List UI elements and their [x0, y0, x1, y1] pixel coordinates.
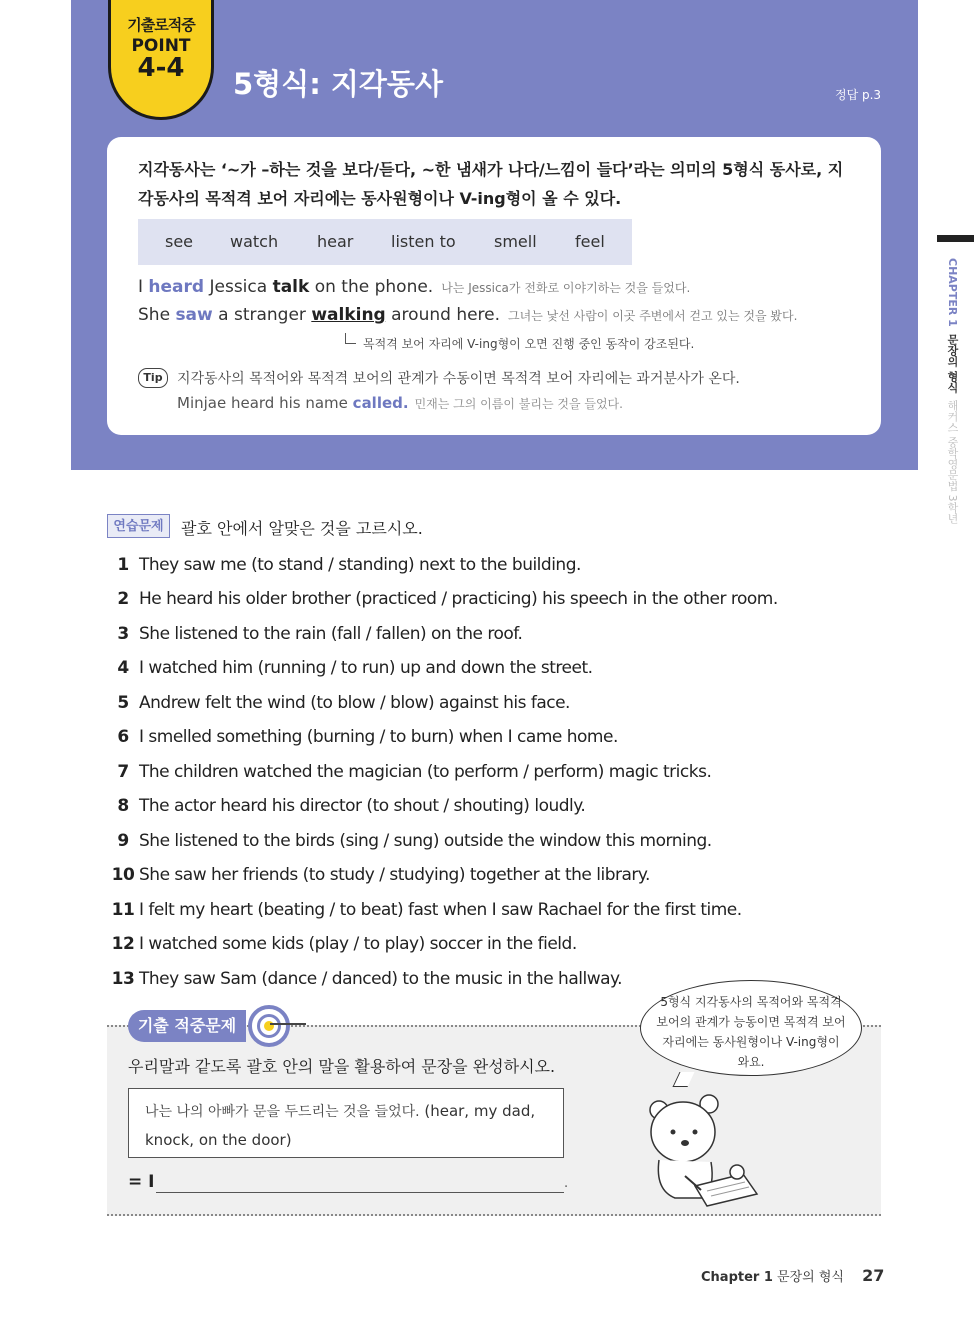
- exam-question-hint: (hear, my dad, knock, on the door): [145, 1102, 536, 1149]
- side-tab: [944, 258, 960, 524]
- tip-example-text: Minjae heard his name: [177, 394, 353, 412]
- example-text: She: [138, 305, 176, 325]
- answer-prefix: = I: [128, 1172, 155, 1192]
- page-number: 27: [862, 1266, 885, 1285]
- verb-item: watch: [230, 232, 279, 251]
- example-verb: heard: [148, 277, 205, 297]
- question-item: [107, 865, 807, 895]
- question-text: They saw Sam (dance / danced) to the music in the hallway.: [139, 969, 623, 989]
- answer-end: .: [564, 1176, 569, 1191]
- tip-text: 지각동사의 목적어와 목적격 보어의 관계가 수동이면 목적격 보어 자리에는 과거분사가 온다.: [177, 371, 740, 387]
- question-number: 12: [111, 934, 135, 954]
- question-item: [107, 934, 807, 964]
- verb-item: smell: [494, 232, 537, 251]
- example-sentence-2: [138, 305, 797, 325]
- tip-example-translation: 민재는 그의 이름이 불리는 것을 들었다.: [414, 397, 623, 411]
- question-number: 8: [117, 796, 129, 816]
- example-text: I: [138, 277, 149, 297]
- bear-mascot-icon: [645, 1090, 765, 1208]
- concept-intro: 지각동사는 ‘~가 –하는 것을 보다/듣다, ~한 냄새가 나다/느낌이 들다’라는 의미의 5형식 동사로, 지각동사의 목적격 보어 자리에는 동사원형이나 V-ing형이 올 수 있다.: [138, 160, 844, 208]
- question-item: [107, 900, 807, 930]
- question-number: 2: [117, 589, 129, 609]
- question-text: The actor heard his director (to shout / shouting) loudly.: [139, 796, 586, 816]
- example-translation: 나는 Jessica가 전화로 이야기하는 것을 들었다.: [441, 281, 691, 295]
- example-text: Jessica: [204, 277, 273, 297]
- question-item: [107, 762, 807, 792]
- question-text: She listened to the rain (fall / fallen) on the roof.: [139, 624, 523, 644]
- question-item: [107, 555, 807, 585]
- example-text: around here.: [385, 305, 501, 325]
- badge-series: 기출로적중: [127, 16, 195, 34]
- page-title: 5형식: 지각동사: [233, 67, 443, 101]
- target-icon: [248, 1005, 290, 1047]
- side-tab-book: 해커스 중학영문법 3학년: [946, 399, 959, 524]
- speech-bubble-text: 5형식 지각동사의 목적어와 목적격 보어의 관계가 능동이면 목적격 보어 자리에는 동사원형이나 V-ing형이 와요.: [656, 995, 846, 1069]
- question-text: I watched him (running / to run) up and down the street.: [139, 658, 593, 678]
- question-text: Andrew felt the wind (to blow / blow) against his face.: [139, 693, 570, 713]
- example-translation: 그녀는 낯선 사람이 이곳 주변에서 걷고 있는 것을 봤다.: [508, 309, 798, 323]
- question-number: 11: [111, 900, 135, 920]
- side-tab-chapter: CHAPTER 1: [946, 258, 959, 327]
- question-number: 3: [117, 624, 129, 644]
- question-number: 6: [117, 727, 129, 747]
- question-number: 10: [111, 865, 135, 885]
- question-item: [107, 831, 807, 861]
- exam-question-box: [128, 1088, 564, 1158]
- side-tab-chapter-title: 문장의 형식: [946, 333, 959, 393]
- verb-list: [138, 219, 632, 265]
- question-item: [107, 727, 807, 757]
- page-footer: [701, 1266, 884, 1285]
- footer-chapter: Chapter 1: [701, 1270, 773, 1285]
- question-text: I felt my heart (beating / to beat) fast when I saw Rachael for the first time.: [139, 900, 742, 920]
- exam-label: 기출 적중문제: [128, 1010, 246, 1042]
- question-text: He heard his older brother (practiced / practicing) his speech in the other room.: [139, 589, 778, 609]
- footer-chapter-title: 문장의 형식: [777, 1270, 844, 1285]
- question-item: [107, 796, 807, 826]
- verb-item: feel: [575, 232, 605, 251]
- side-tab-bar: [937, 235, 974, 242]
- question-text: I watched some kids (play / to play) soccer in the field.: [139, 934, 577, 954]
- example-sentence-1: [138, 277, 690, 297]
- practice-label: 연습문제: [107, 514, 170, 538]
- verb-item: hear: [317, 232, 354, 251]
- verb-item: see: [165, 232, 194, 251]
- question-number: 1: [117, 555, 129, 575]
- question-item: [107, 693, 807, 723]
- badge-point-label: POINT: [131, 36, 191, 56]
- example-complement: talk: [272, 277, 310, 297]
- question-item: [107, 658, 807, 688]
- question-number: 13: [111, 969, 135, 989]
- point-badge: [108, 0, 214, 120]
- arrow-note: 목적격 보어 자리에 V-ing형이 오면 진행 중인 동작이 강조된다.: [363, 337, 695, 351]
- question-text: I smelled something (burning / to burn) when I came home.: [139, 727, 618, 747]
- question-item: [107, 589, 807, 619]
- tip-example: [177, 394, 623, 412]
- exam-instruction: 우리말과 같도록 괄호 안의 말을 활용하여 문장을 완성하시오.: [128, 1057, 556, 1076]
- example-text: a stranger: [212, 305, 312, 325]
- example-complement: walking: [311, 305, 386, 325]
- answer-reference: 정답 p.3: [835, 88, 882, 102]
- dart-icon: [270, 1023, 306, 1025]
- question-text: The children watched the magician (to perform / perform) magic tricks.: [139, 762, 712, 782]
- question-text: She saw her friends (to study / studying) together at the library.: [139, 865, 650, 885]
- example-text: on the phone.: [309, 277, 434, 297]
- practice-title: 괄호 안에서 알맞은 것을 고르시오.: [181, 519, 423, 538]
- exam-question: [145, 1097, 555, 1154]
- question-text: She listened to the birds (sing / sung) outside the window this morning.: [139, 831, 712, 851]
- concept-card: [107, 137, 881, 435]
- question-number: 4: [117, 658, 129, 678]
- badge-point-number: 4-4: [137, 53, 185, 83]
- question-item: [107, 624, 807, 654]
- arrow-icon: [345, 333, 356, 344]
- question-number: 7: [117, 762, 129, 782]
- tip-badge: Tip: [138, 368, 168, 388]
- tip-example-verb: called.: [352, 394, 409, 412]
- question-text: They saw me (to stand / standing) next to the building.: [139, 555, 581, 575]
- verb-item: listen to: [391, 232, 456, 251]
- question-number: 5: [117, 693, 129, 713]
- exam-question-korean: 나는 나의 아빠가 문을 두드리는 것을 들었다.: [145, 1104, 420, 1120]
- example-verb: saw: [175, 305, 213, 325]
- answer-blank[interactable]: [156, 1192, 564, 1193]
- question-number: 9: [117, 831, 129, 851]
